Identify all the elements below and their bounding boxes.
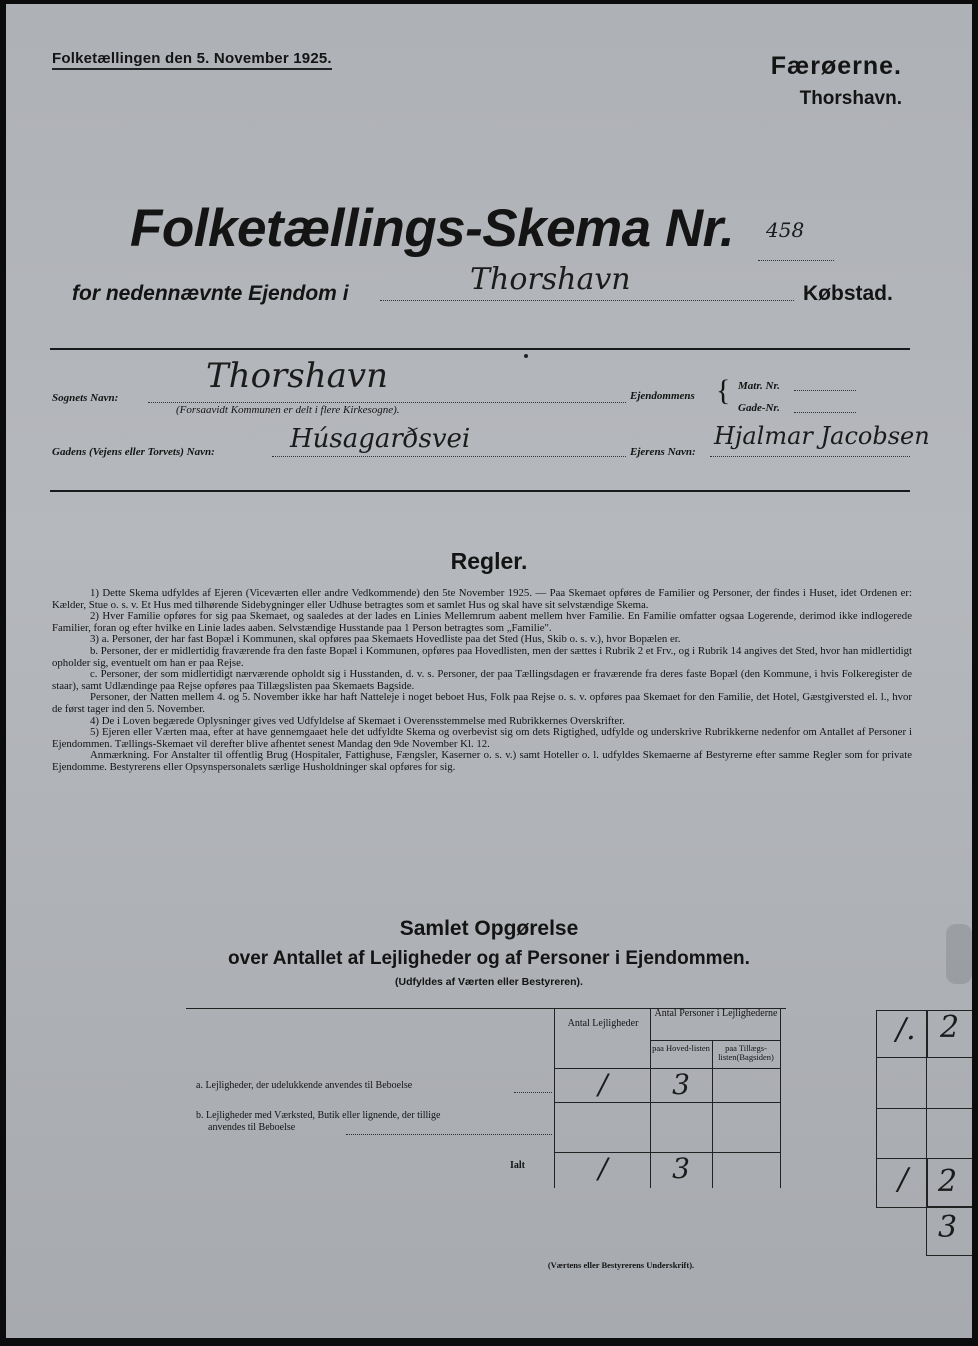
- subtitle-suffix: Købstad.: [803, 282, 893, 305]
- ink-dot: [524, 354, 528, 358]
- a-hovedliste-value: 3: [672, 1068, 690, 1101]
- census-form-page: [6, 4, 972, 1338]
- regel-3a: 3) a. Personer, der har fast Bopæl i Kommunen, skal opføres paa Skemaets Hovedliste paa det Sted (Hus, Skib o. s. v.), hvor Bopælen er.: [90, 633, 681, 646]
- town-header: Thorshavn.: [799, 88, 902, 109]
- row-b-label-2: anvendes til Beboelse: [208, 1122, 296, 1133]
- subtitle-prefix: for nedennævnte Ejendom i: [72, 282, 349, 305]
- gade-nr-label: Gade-Nr.: [738, 402, 780, 414]
- form-number-handwritten: 458: [766, 218, 805, 242]
- col-hovedlisten: paa Hoved-listen: [652, 1043, 710, 1053]
- regel-natteleje: Personer, der Natten mellem 4. og 5. November ikke har haft Natteleje i noget beboet Hus, Folk paa Rejse o. s. v. opføres paa Skemaet for den Familie, det Hotel, Gæstgiversted el. l., hvor de først tager ind den 5. November.: [52, 691, 912, 715]
- side-value-bottom-right: 2: [938, 1164, 958, 1199]
- table-vline-2: [650, 1008, 651, 1188]
- anmaerkning: Anmærkning. For Anstalter til offentlig Brug (Hospitaler, Fattighuse, Fængsler, Kaserner o. s. v.) samt Hoteller o. l. udfyldes Skemaerne af Bestyrerne efter samme Regler som for private Ejendomme. Bestyrerens eller Opsynspersonalets særlige Husholdninger skal opføres for sig.: [52, 749, 912, 773]
- form-title: Folketællings-Skema Nr.: [130, 199, 735, 258]
- form-number-line: [758, 242, 834, 261]
- regel-2: 2) Hver Familie opføres for sig paa Skemaet, og saaledes at der lades en Linies Mellemrum aabent mellem hver Familie. En Familie omfatter ogsaa Logerende, derimod ikke indlogerede Familier, foran og efter hvilke en Linie lades aaben. Selvstændige Husstande paa 1 Person betragtes som „Familie".: [52, 610, 912, 634]
- row-a-dots: [514, 1080, 552, 1093]
- gade-navn-handwritten: Húsagarðsvei: [290, 424, 471, 454]
- regler-heading: Regler.: [450, 548, 528, 574]
- sogn-value-handwritten: Thorshavn: [206, 356, 389, 396]
- row-total-label: Ialt: [510, 1160, 525, 1171]
- row-b-label-1: b. Lejligheder med Værksted, Butik eller lignende, der tillige: [196, 1110, 441, 1121]
- gade-nr-line: [794, 400, 856, 413]
- samlet-subheading: over Antallet af Lejligheder og af Personer i Ejendommen.: [228, 948, 750, 969]
- regel-1: 1) Dette Skema udfyldes af Ejeren (Viceværten eller andre Vedkommende) den 5te November 1925. — Paa Skemaet opføres de Familier og Personer, der findes i Huset, idet Ordenen er: Kælder, Stue o. s. v. Et Hus med tilhørende Sidebygninger eller Udhuse betragtes som et samlet Hus og skal have sit selvstændige Skema.: [52, 587, 912, 611]
- ejendommens-label: Ejendommens: [630, 390, 695, 402]
- edge-smudge: [946, 924, 972, 984]
- side-value-top-left: /.: [896, 1012, 916, 1047]
- sogn-label: Sognets Navn:: [52, 392, 119, 404]
- regel-4: 4) De i Loven begærede Oplysninger gives ved Udfyldelse af Skemaet i Overensstemmelse med Rubrikkernes Overskrifter.: [90, 714, 625, 727]
- ejer-label: Ejerens Navn:: [630, 446, 696, 458]
- row-a-label: a. Lejligheder, der udelukkende anvendes til Beboelse: [196, 1080, 413, 1091]
- total-hovedliste-value: 3: [672, 1152, 690, 1185]
- subtitle-line: [380, 300, 794, 301]
- gade-navn-label: Gadens (Vejens eller Torvets) Navn:: [52, 446, 215, 458]
- col-personer: Antal Personer i Lejlighederne: [654, 1008, 778, 1019]
- regel-5: 5) Ejeren eller Værten maa, efter at have gennemgaaet hele det udfyldte Skema og overbevist sig om dets Rigtighed, udfylde og underskrive Rubrikkerne nedenfor om Antallet af Personer i Ejendommen. Tællings-Skemaet vil derefter blive afhentet senest Mandag den 9de November Kl. 12.: [52, 726, 912, 750]
- side-value-extra: 3: [938, 1210, 958, 1245]
- total-lejligheder-value: /: [598, 1152, 608, 1185]
- matr-line: [794, 378, 856, 391]
- regel-3b: b. Personer, der er midlertidig fraværende fra den faste Bopæl i Kommunen, opføres paa Hovedlisten, men der sættes i Rubrik 2 et Frv., og i Rubrik 14 angives det Sted, hvor han midlertidigt opholder sig, eventuelt om han er paa Rejse.: [52, 644, 912, 669]
- table-vline-3: [712, 1040, 713, 1188]
- col-lejligheder: Antal Lejligheder: [567, 1018, 639, 1029]
- side-value-bottom-left: /: [898, 1162, 909, 1197]
- table-vline-4: [780, 1008, 781, 1188]
- matr-label: Matr. Nr.: [738, 380, 780, 392]
- samlet-note: (Udfyldes af Værten eller Bestyreren).: [395, 976, 583, 988]
- region-header: Færøerne.: [770, 52, 902, 80]
- sogn-note: (Forsaavidt Kommunen er delt i flere Kirkesogne).: [176, 404, 400, 416]
- bleed-through-text: [546, 148, 549, 160]
- a-lejligheder-value: /: [598, 1068, 608, 1101]
- place-handwritten: Thorshavn: [470, 262, 631, 297]
- row-b-dots: [346, 1122, 552, 1135]
- table-row-rule-1: [554, 1102, 780, 1103]
- regel-3c: c. Personer, der som midlertidigt nærværende opholdt sig i Husstanden, d. v. s. Personer, der paa Tællingsdagen er fraværende fra deres faste Bopæl (den Kommune, i hvis Folkeregister de staar), samt Udlændinge paa Rejse opføres paa Tillægslisten paa Skemaets Bagside.: [52, 668, 912, 692]
- table-sub-rule: [650, 1040, 780, 1041]
- table-vline-1: [554, 1008, 555, 1188]
- side-vline-left: [876, 1056, 877, 1158]
- signature-label: (Værtens eller Bestyrerens Underskrift).: [547, 1260, 695, 1270]
- census-date-header: Folketællingen den 5. November 1925.: [52, 50, 332, 70]
- samlet-heading: Samlet Opgørelse: [399, 917, 579, 940]
- brace-icon: {: [716, 374, 731, 407]
- side-mid-rule: [876, 1108, 972, 1109]
- side-vline-mid: [926, 1056, 927, 1158]
- ejer-value-handwritten: Hjalmar Jacobsen: [714, 422, 930, 450]
- regler-text: [52, 588, 912, 774]
- side-value-top-right: 2: [940, 1010, 960, 1045]
- col-tillaegslisten: paa Tillægs-listen(Bagsiden): [718, 1043, 774, 1062]
- middle-divider: [50, 490, 910, 492]
- top-divider: [50, 348, 910, 350]
